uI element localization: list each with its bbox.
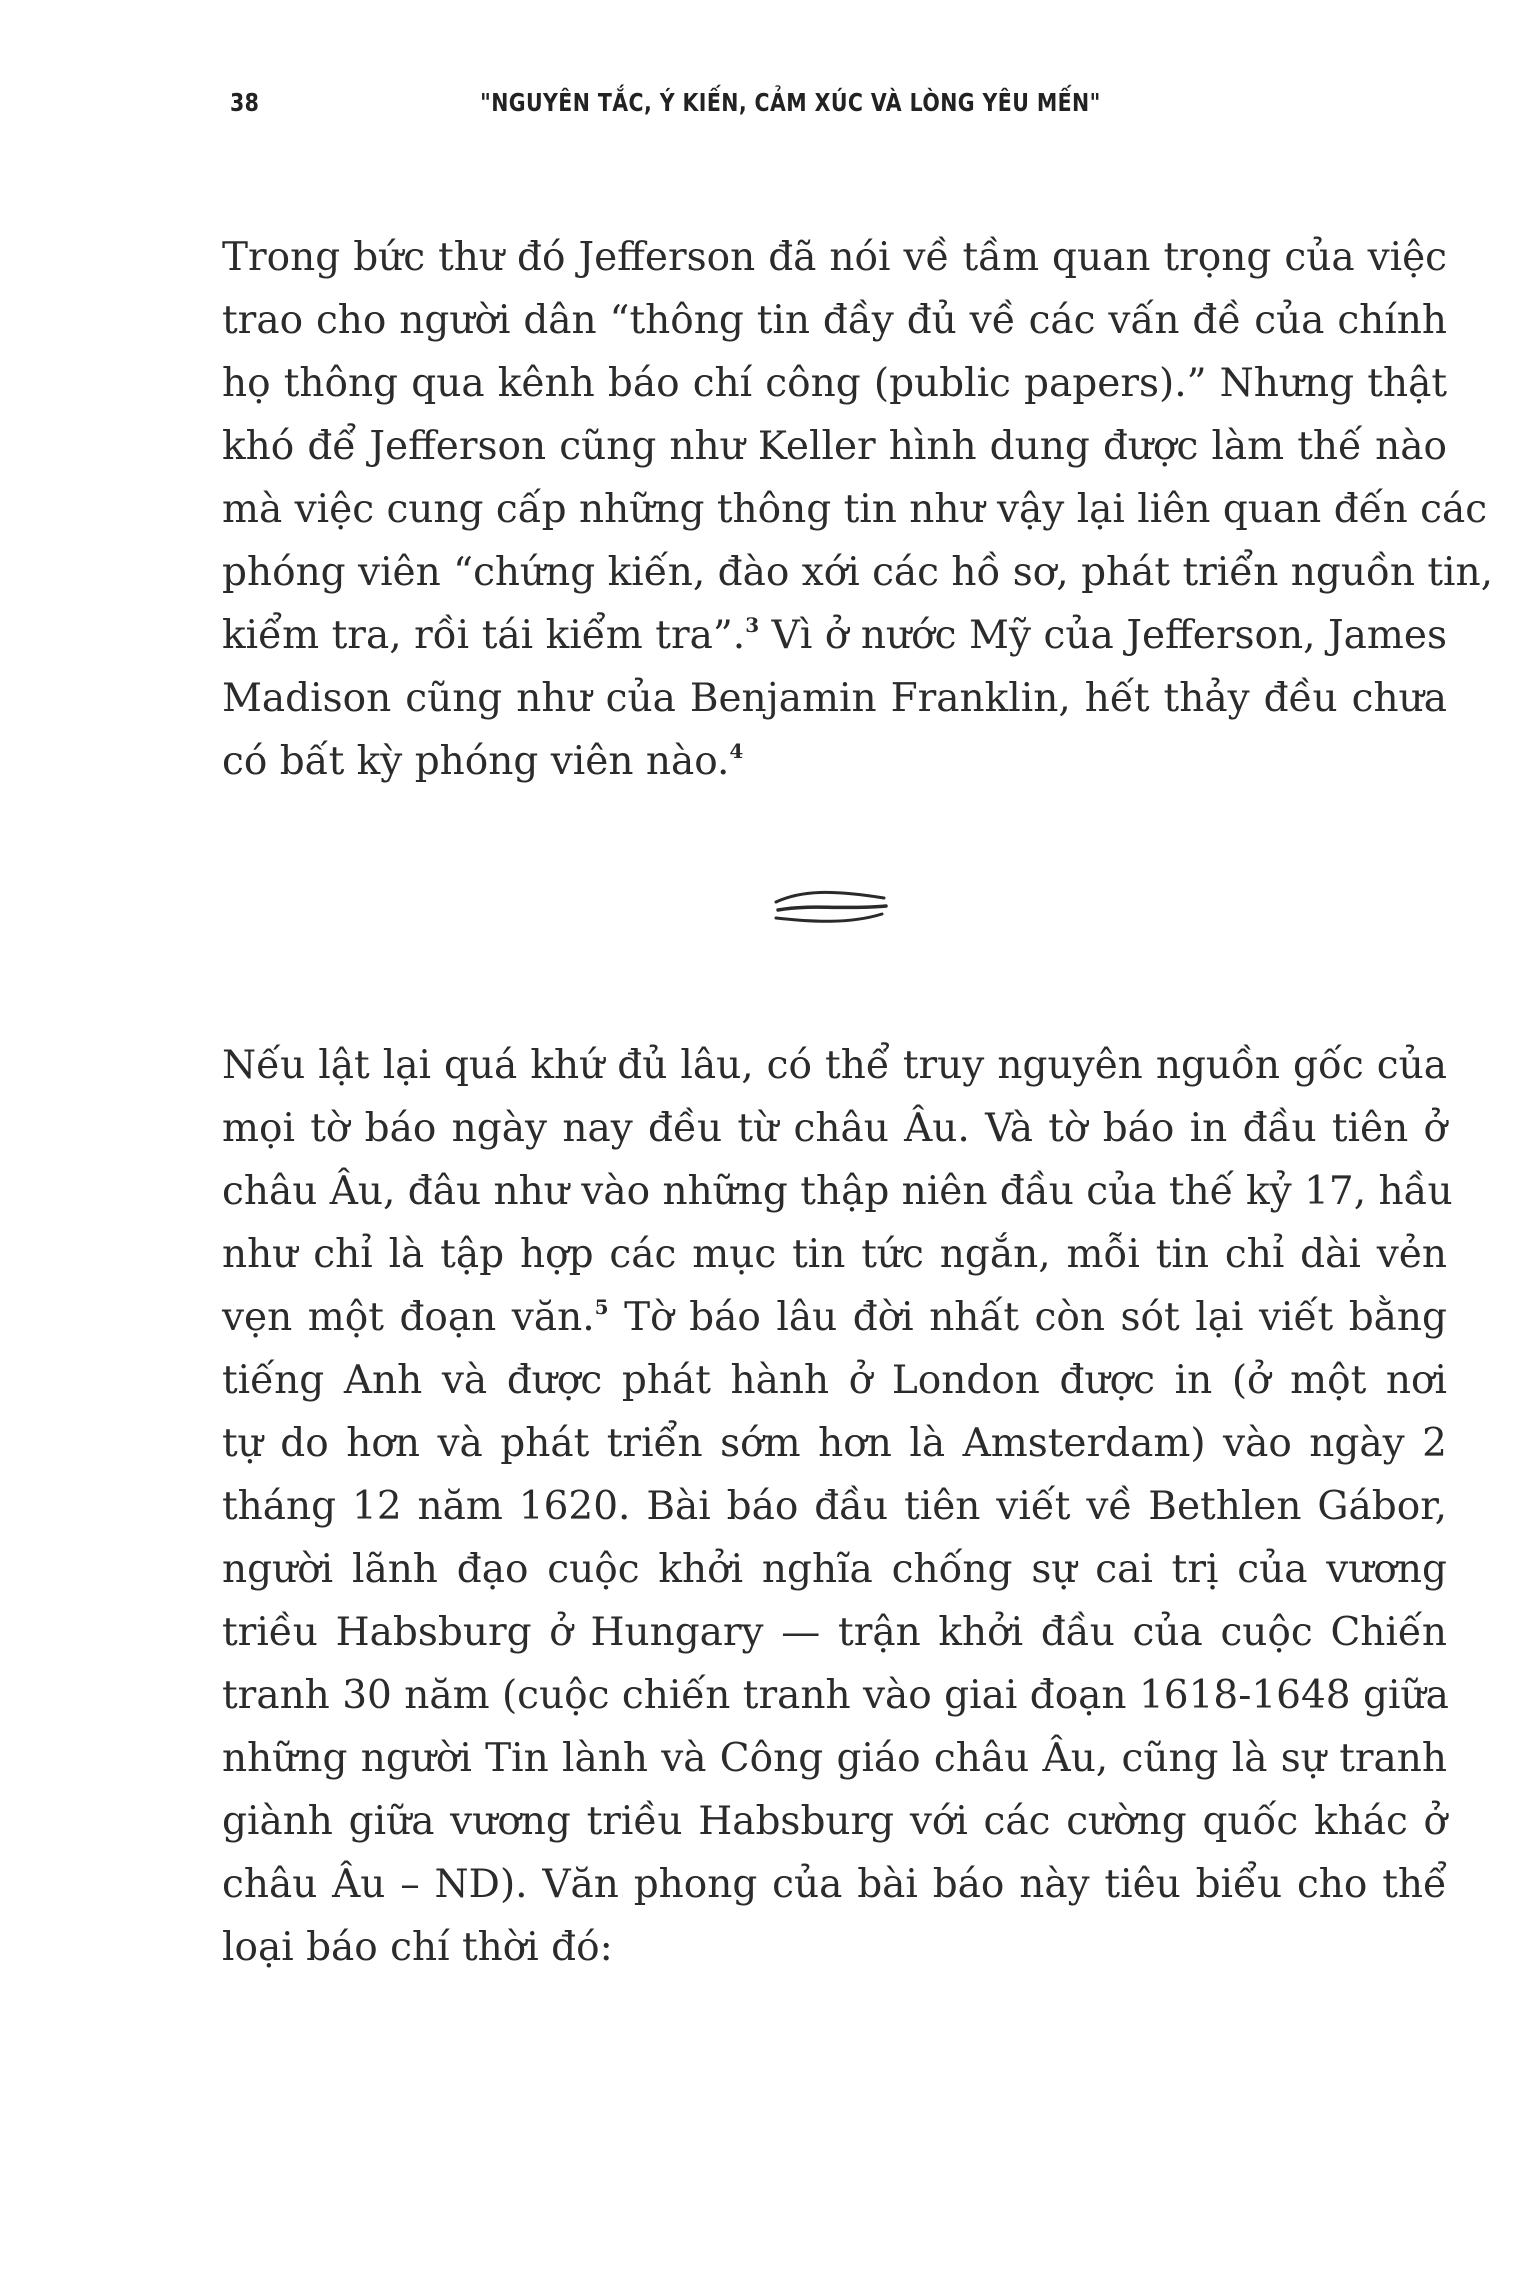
text-segment: kiểm tra, rồi tái kiểm tra”. [222, 613, 746, 658]
text-line-with-footnote [222, 604, 1447, 667]
text-line: tiếng Anh và được phát hành ở London được in (ở một nơi [222, 1358, 1447, 1403]
paragraph-european-newspapers [222, 1034, 1453, 1979]
paragraph-jefferson [222, 226, 1494, 793]
footnote-marker-5: 5 [594, 1295, 609, 1319]
text-line: họ thông qua kênh báo chí công (public papers).” Nhưng thật [222, 361, 1447, 406]
text-line-with-footnote [222, 730, 1447, 793]
text-line: người lãnh đạo cuộc khởi nghĩa chống sự cai trị của vương [222, 1547, 1447, 1592]
text-line: loại báo chí thời đó: [222, 1925, 613, 1970]
section-break-wave-icon [772, 886, 890, 930]
text-segment: Vì ở nước Mỹ của Jefferson, James [759, 613, 1448, 658]
text-segment: Tờ báo lâu đời nhất còn sót lại viết bằng [608, 1295, 1447, 1340]
text-line: tự do hơn và phát triển sớm hơn là Amsterdam) vào ngày 2 [222, 1421, 1447, 1466]
running-title: "NGUYÊN TẮC, Ý KIẾN, CẢM XÚC VÀ LÒNG YÊU MẾN" [480, 88, 1101, 117]
text-line: Nếu lật lại quá khứ đủ lâu, có thể truy nguyên nguồn gốc của [222, 1043, 1447, 1088]
text-segment: vẹn một đoạn văn. [222, 1295, 595, 1340]
text-line: khó để Jefferson cũng như Keller hình dung được làm thế nào [222, 424, 1447, 469]
text-line: Trong bức thư đó Jefferson đã nói về tầm quan trọng của việc [222, 235, 1447, 280]
footnote-marker-4: 4 [729, 739, 744, 763]
page-number: 38 [230, 88, 260, 117]
text-line: châu Âu, đâu như vào những thập niên đầu của thế kỷ 17, hầu [222, 1169, 1453, 1214]
running-header [41, 88, 1292, 128]
footnote-marker-3: 3 [745, 613, 760, 637]
text-line: mà việc cung cấp những thông tin như vậy lại liên quan đến các [222, 487, 1488, 532]
text-line: những người Tin lành và Công giáo châu Âu, cũng là sự tranh [222, 1736, 1447, 1781]
text-line: phóng viên “chứng kiến, đào xới các hồ sơ, phát triển nguồn tin, [222, 550, 1494, 595]
text-line: trao cho người dân “thông tin đầy đủ về các vấn đề của chính [222, 298, 1447, 343]
text-line: châu Âu – ND). Văn phong của bài báo này tiêu biểu cho thể [222, 1862, 1447, 1907]
text-line: tháng 12 năm 1620. Bài báo đầu tiên viết về Bethlen Gábor, [222, 1484, 1447, 1529]
text-line-with-footnote [222, 1286, 1447, 1349]
text-line: như chỉ là tập hợp các mục tin tức ngắn, mỗi tin chỉ dài vẻn [222, 1232, 1447, 1277]
text-line: mọi tờ báo ngày nay đều từ châu Âu. Và tờ báo in đầu tiên ở [222, 1106, 1447, 1151]
text-line: tranh 30 năm (cuộc chiến tranh vào giai đoạn 1618-1648 giữa [222, 1673, 1449, 1718]
text-line: Madison cũng như của Benjamin Franklin, hết thảy đều chưa [222, 676, 1447, 721]
text-line: giành giữa vương triều Habsburg với các cường quốc khác ở [222, 1799, 1447, 1844]
text-segment: có bất kỳ phóng viên nào. [222, 739, 730, 784]
text-line: triều Habsburg ở Hungary — trận khởi đầu của cuộc Chiến [222, 1610, 1447, 1655]
